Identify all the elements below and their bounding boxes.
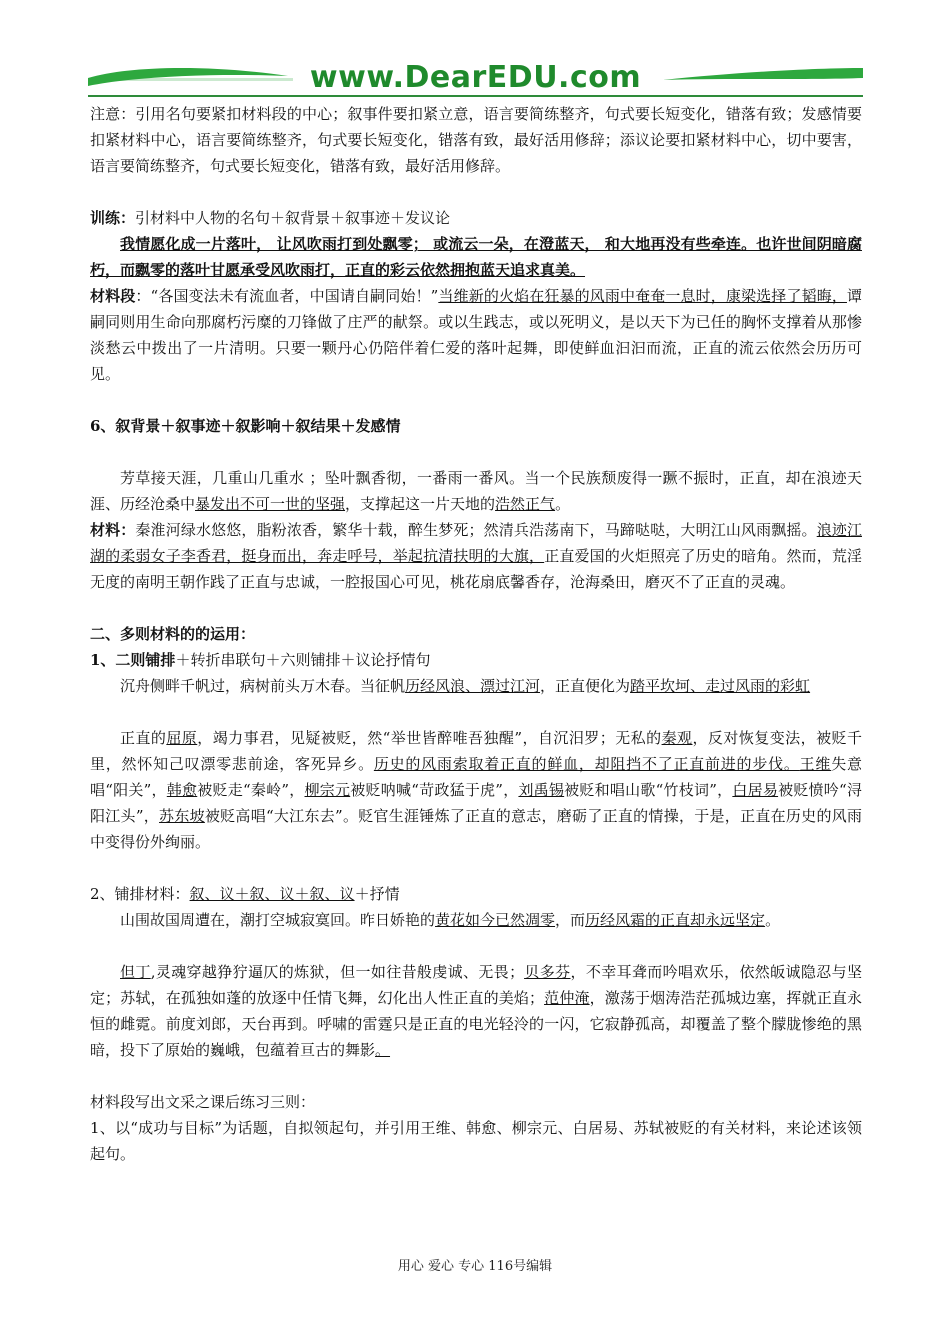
section2-sub1-title xyxy=(90,647,862,673)
document-body xyxy=(90,101,862,1167)
section2-paragraph-3 xyxy=(90,907,862,933)
note-paragraph xyxy=(90,101,862,179)
exercise-title: 材料段写出文采之课后练习三则： xyxy=(90,1093,316,1111)
underlined-text: 。 xyxy=(375,1041,391,1059)
underlined-text: 暴发出不可一世的坚强 xyxy=(195,495,346,513)
text-run: 被贬和唱山歌“竹枝词”， xyxy=(564,781,733,799)
note-text: 引用名句要紧扣材料段的中心；叙事件要扣紧立意，语言要简练整齐，句式要长短变化，错落有致；发感情要扣紧材料中心，语言要简练整齐，句式要长短变化，错落有致，最好活用修辞；添议论要扣紧材料中心，切中要害，语言要简练整齐，句式要长短变化，错落有致，最好活用修辞。 xyxy=(90,105,862,175)
text-run: ，激荡于烟涛浩茫孤城边塞，挥就正直永恒的雌霓。前度刘郎，天台再到。呼啸的雷霆只是正直的电光轻泠的一闪，它寂静孤高，却覆盖了整个朦胧惨绝的黑暗，投下了原始的巍峨，包蕴着亘古的舞影 xyxy=(90,989,862,1059)
underlined-text: 历经风霜的正直却永远坚定 xyxy=(585,911,766,929)
underlined-text: 苏东坡 xyxy=(159,807,205,825)
text-run: 失意唱“阳关”， xyxy=(90,755,862,799)
material-lead: 材料： xyxy=(90,521,136,539)
underlined-text: 浩然正气 xyxy=(495,495,556,513)
underlined-text: 范仲淹 xyxy=(544,989,590,1007)
underlined-text: 柳宗元 xyxy=(304,781,351,799)
text-run: 被贬呐喊“苛政猛于虎”， xyxy=(350,781,519,799)
section6-material-paragraph xyxy=(90,517,862,595)
text-run: 沉舟侧畔千帆过，病树前头万木春。当征帆 xyxy=(120,677,406,695)
text-run: ,灵魂穿越狰狞逼仄的炼狱，但一如往昔般虔诚、无畏； xyxy=(150,963,525,981)
section6-paragraph xyxy=(90,465,862,517)
text-run: 被贬高唱“大江东去”。贬官生涯锤炼了正直的意志，磨砺了正直的情操，于是，正直在历史的风雨中变得份外绚丽。 xyxy=(90,807,862,851)
text-run: 秦淮河绿水悠悠，脂粉浓香，繁华十载，醉生梦死；然清兵浩荡南下，马蹄哒哒，大明江山风雨飘摇。 xyxy=(135,521,817,539)
section2-paragraph-2 xyxy=(90,725,862,855)
section2-sub2-title xyxy=(90,881,862,907)
training-material-paragraph xyxy=(90,283,862,387)
text-run: 。 xyxy=(765,911,781,929)
underlined-text: 踏平坎坷、走过风雨的彩虹 xyxy=(630,677,811,695)
subheading-rest: ＋转折串联句＋六则铺排＋议论抒情句 xyxy=(175,651,431,669)
underlined-text: 韩愈 xyxy=(166,781,198,799)
material-rest: 谭嗣同则用生命向那腐朽污糜的刀锋做了庄严的献祭。或以生践志，或以死明义，是以天下为已任的胸怀支撑着从那惨淡愁云中拨出了一片清明。只要一颗丹心仍陪伴着仁爱的落叶起舞，即使鲜血汩汩而流，正直的流云依然会历历可见。 xyxy=(90,287,862,383)
section6-title: 6、叙背景＋叙事迹＋叙影响＋叙结果＋发感情 xyxy=(90,417,401,435)
site-header xyxy=(88,56,863,104)
text-run: 被贬愤吟“浔阳江头”， xyxy=(90,781,862,825)
section2-paragraph-4 xyxy=(90,959,862,1063)
text-run: ，反对恢复变法，被贬千里，然怀知己叹漂零悲前途，客死异乡。 xyxy=(90,729,862,773)
subheading-lead: 2、铺排材料： xyxy=(90,885,190,903)
underlined-text: 叙、议＋叙、议＋叙、议 xyxy=(189,885,355,903)
material-underlined: 当维新的火焰在狂暴的风雨中奄奄一息时，康梁选择了韬晦， xyxy=(438,287,847,305)
subheading-lead: 1、二则铺排 xyxy=(90,651,176,669)
material-quote: ：“各国变法未有流血者，中国请自嗣同始！” xyxy=(135,287,439,305)
underlined-text: 历史的风雨索取着正直的鲜血，却阻挡不了正直前进的步伐。 xyxy=(373,755,800,773)
section2-paragraph-1 xyxy=(90,673,862,699)
text-run: 山围故国周遭在，潮打空城寂寞回。昨日娇艳的 xyxy=(120,911,436,929)
note-lead: 注意： xyxy=(90,105,136,123)
text-run: ，支撑起这一片天地的 xyxy=(345,495,496,513)
underlined-text: 白居易 xyxy=(732,781,779,799)
site-logo[interactable]: www.DearEDU.com xyxy=(309,60,642,95)
text-run: 。 xyxy=(555,495,571,513)
text-run: ，竭力事君，见疑被贬，然“举世皆醉唯吾独醒”，自沉汨罗；无私的 xyxy=(197,729,662,747)
underlined-text: 屈原 xyxy=(166,729,198,747)
underlined-text: 黄花如今已然凋零 xyxy=(435,911,556,929)
text-run: 芳草接天涯，几重山几重水 ；坠叶飘香彻，一番雨一番风。当一个民族颓废得一蹶不振时，正直，却在浪迹天涯、历经沧桑中 xyxy=(90,469,862,513)
material-lead: 材料段 xyxy=(90,287,136,305)
underlined-text: 王维 xyxy=(799,755,832,773)
text-run: ，不幸耳聋而吟唱欢乐，依然皈诚隐忍与坚定；苏轼，在孤独如蓬的放逐中任情飞舞，幻化出人性正直的美焰； xyxy=(90,963,862,1007)
training-title xyxy=(90,205,862,231)
exercise-item-1: 1、以“成功与目标”为话题，自拟领起句，并引用王维、韩愈、柳宗元、白居易、苏轼被贬的有关材料，来论述该领起句。 xyxy=(90,1119,862,1163)
underlined-text: 历经风浪、漂过江河 xyxy=(405,677,541,695)
text-run: ，而 xyxy=(555,911,586,929)
underlined-text: 浪迹江湖的柔弱女子李香君，挺身而出，奔走呼号，举起抗清扶明的大旗， xyxy=(90,521,862,565)
page-footer: 用心 爱心 专心 116号编辑 xyxy=(397,1259,553,1274)
underlined-text: 秦观 xyxy=(661,729,693,747)
text-run: 正直的 xyxy=(120,729,167,747)
training-lead-paragraph: 我情愿化成一片落叶， 让风吹雨打到处飘零； 或流云一朵，在澄蓝天， 和大地再没有些牵连。也许世间阴暗腐朽，而飘零的落叶甘愿承受风吹雨打，正直的彩云依然拥抱蓝天追求真美。 xyxy=(90,235,862,279)
text-run: 被贬走“秦岭”， xyxy=(197,781,305,799)
training-title-lead: 训练： xyxy=(90,209,136,227)
subheading-rest: ＋抒情 xyxy=(354,885,400,903)
text-run: ，正直便化为 xyxy=(540,677,631,695)
underlined-text: 贝多芬 xyxy=(524,963,571,981)
underlined-text: 刘禹锡 xyxy=(518,781,565,799)
training-title-rest: 引材料中人物的名句＋叙背景＋叙事迹＋发议论 xyxy=(135,209,451,227)
text-run: 正直爱国的火炬照亮了历史的暗角。然而，荒淫无度的南明王朝作践了正直与忠诚，一腔报国心可见，桃花扇底馨香存，沧海桑田，磨灭不了正直的灵魂。 xyxy=(90,547,862,591)
underlined-text: 但丁 xyxy=(120,963,151,981)
section2-title: 二、多则材料的的运用： xyxy=(90,625,256,643)
